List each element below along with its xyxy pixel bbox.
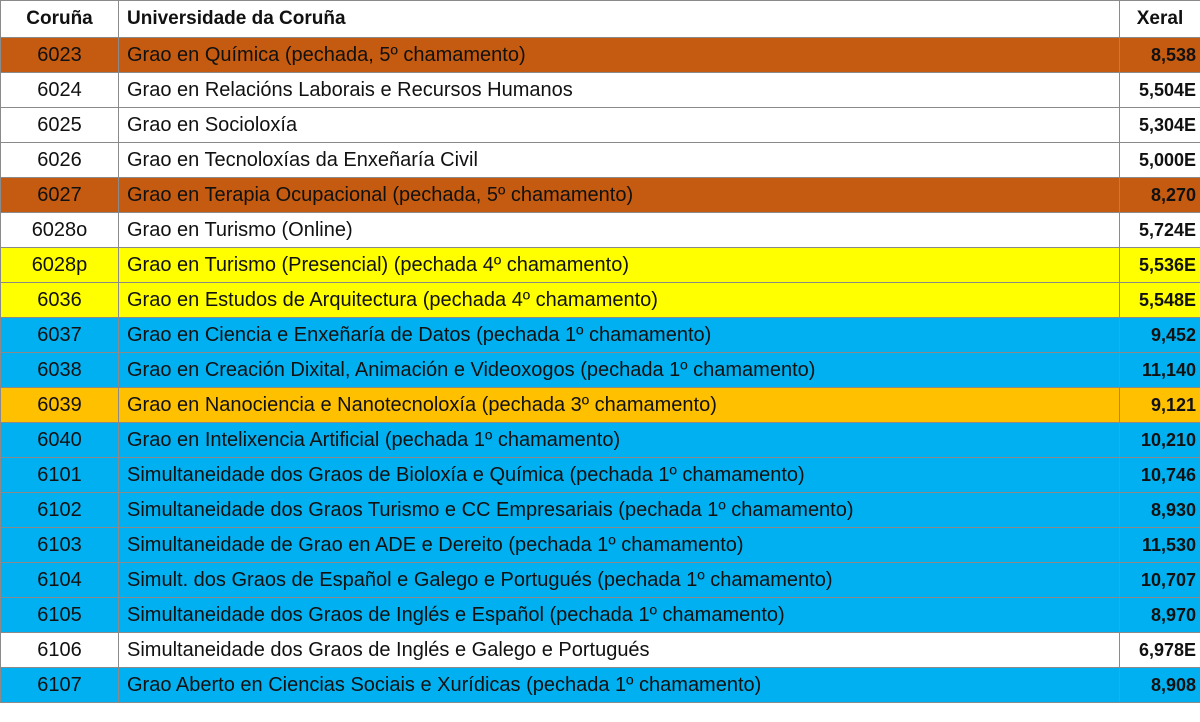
table-row (1, 73, 1200, 108)
degree-name: Grao Aberto en Ciencias Sociais e Xurídicas (pechada 1º chamamento) (119, 668, 1120, 703)
table-body (1, 38, 1200, 703)
degree-name: Grao en Socioloxía (119, 108, 1120, 143)
cutoff-grade: 8,908 (1120, 668, 1200, 703)
table-row (1, 598, 1200, 633)
table-header-row (1, 1, 1200, 38)
degree-code: 6038 (1, 353, 119, 388)
degree-code: 6103 (1, 528, 119, 563)
degree-name: Simultaneidade de Grao en ADE e Dereito (pechada 1º chamamento) (119, 528, 1120, 563)
degree-name: Grao en Estudos de Arquitectura (pechada 4º chamamento) (119, 283, 1120, 318)
table-row (1, 108, 1200, 143)
table-row (1, 248, 1200, 283)
cutoff-grade: 10,746 (1120, 458, 1200, 493)
degree-code: 6028p (1, 248, 119, 283)
degree-code: 6101 (1, 458, 119, 493)
degree-code: 6102 (1, 493, 119, 528)
cutoff-grade: 8,538 (1120, 38, 1200, 73)
degree-name: Grao en Ciencia e Enxeñaría de Datos (pechada 1º chamamento) (119, 318, 1120, 353)
cutoff-grade: 9,121 (1120, 388, 1200, 423)
table-row (1, 493, 1200, 528)
degree-code: 6105 (1, 598, 119, 633)
cutoff-grade: 6,978E (1120, 633, 1200, 668)
degree-code: 6107 (1, 668, 119, 703)
table-row (1, 528, 1200, 563)
degree-name: Grao en Intelixencia Artificial (pechada 1º chamamento) (119, 423, 1120, 458)
table-row (1, 143, 1200, 178)
degree-code: 6027 (1, 178, 119, 213)
header-campus: Coruña (1, 1, 119, 38)
cutoff-grade: 8,270 (1120, 178, 1200, 213)
table-row (1, 458, 1200, 493)
table-row (1, 178, 1200, 213)
degree-name: Grao en Turismo (Online) (119, 213, 1120, 248)
degree-code: 6036 (1, 283, 119, 318)
degree-name: Simultaneidade dos Graos de Inglés e Galego e Portugués (119, 633, 1120, 668)
cutoff-grade: 8,930 (1120, 493, 1200, 528)
degree-name: Grao en Turismo (Presencial) (pechada 4º chamamento) (119, 248, 1120, 283)
degree-name: Grao en Terapia Ocupacional (pechada, 5º chamamento) (119, 178, 1120, 213)
cutoff-grade: 9,452 (1120, 318, 1200, 353)
degree-name: Grao en Creación Dixital, Animación e Videoxogos (pechada 1º chamamento) (119, 353, 1120, 388)
cutoff-grade: 5,724E (1120, 213, 1200, 248)
table-row (1, 38, 1200, 73)
degree-name: Grao en Nanociencia e Nanotecnoloxía (pechada 3º chamamento) (119, 388, 1120, 423)
degree-code: 6106 (1, 633, 119, 668)
degree-name: Grao en Química (pechada, 5º chamamento) (119, 38, 1120, 73)
table-row (1, 318, 1200, 353)
degree-code: 6104 (1, 563, 119, 598)
degree-code: 6025 (1, 108, 119, 143)
degree-code: 6023 (1, 38, 119, 73)
degree-code: 6039 (1, 388, 119, 423)
table-row (1, 633, 1200, 668)
cutoff-grade: 11,140 (1120, 353, 1200, 388)
cutoff-grade: 5,536E (1120, 248, 1200, 283)
degree-code: 6040 (1, 423, 119, 458)
cutoff-grade: 5,304E (1120, 108, 1200, 143)
table-row (1, 213, 1200, 248)
degree-name: Simultaneidade dos Graos Turismo e CC Empresariais (pechada 1º chamamento) (119, 493, 1120, 528)
table-row (1, 668, 1200, 703)
degree-code: 6037 (1, 318, 119, 353)
header-general-grade: Xeral (1120, 1, 1200, 38)
degree-code: 6024 (1, 73, 119, 108)
cutoff-grade: 5,504E (1120, 73, 1200, 108)
table-row (1, 563, 1200, 598)
degree-name: Simultaneidade dos Graos de Bioloxía e Química (pechada 1º chamamento) (119, 458, 1120, 493)
header-university: Universidade da Coruña (119, 1, 1120, 38)
cutoff-grade: 8,970 (1120, 598, 1200, 633)
table-row (1, 353, 1200, 388)
table-row (1, 388, 1200, 423)
degree-code: 6028o (1, 213, 119, 248)
table-row (1, 423, 1200, 458)
cutoff-grade: 10,707 (1120, 563, 1200, 598)
cutoff-grade: 11,530 (1120, 528, 1200, 563)
cutoff-grade: 5,548E (1120, 283, 1200, 318)
degree-code: 6026 (1, 143, 119, 178)
degree-name: Simult. dos Graos de Español e Galego e Portugués (pechada 1º chamamento) (119, 563, 1120, 598)
degree-name: Grao en Tecnoloxías da Enxeñaría Civil (119, 143, 1120, 178)
degree-name: Simultaneidade dos Graos de Inglés e Español (pechada 1º chamamento) (119, 598, 1120, 633)
cutoff-grade: 10,210 (1120, 423, 1200, 458)
table-row (1, 283, 1200, 318)
cutoff-grade: 5,000E (1120, 143, 1200, 178)
degree-name: Grao en Relacións Laborais e Recursos Humanos (119, 73, 1120, 108)
